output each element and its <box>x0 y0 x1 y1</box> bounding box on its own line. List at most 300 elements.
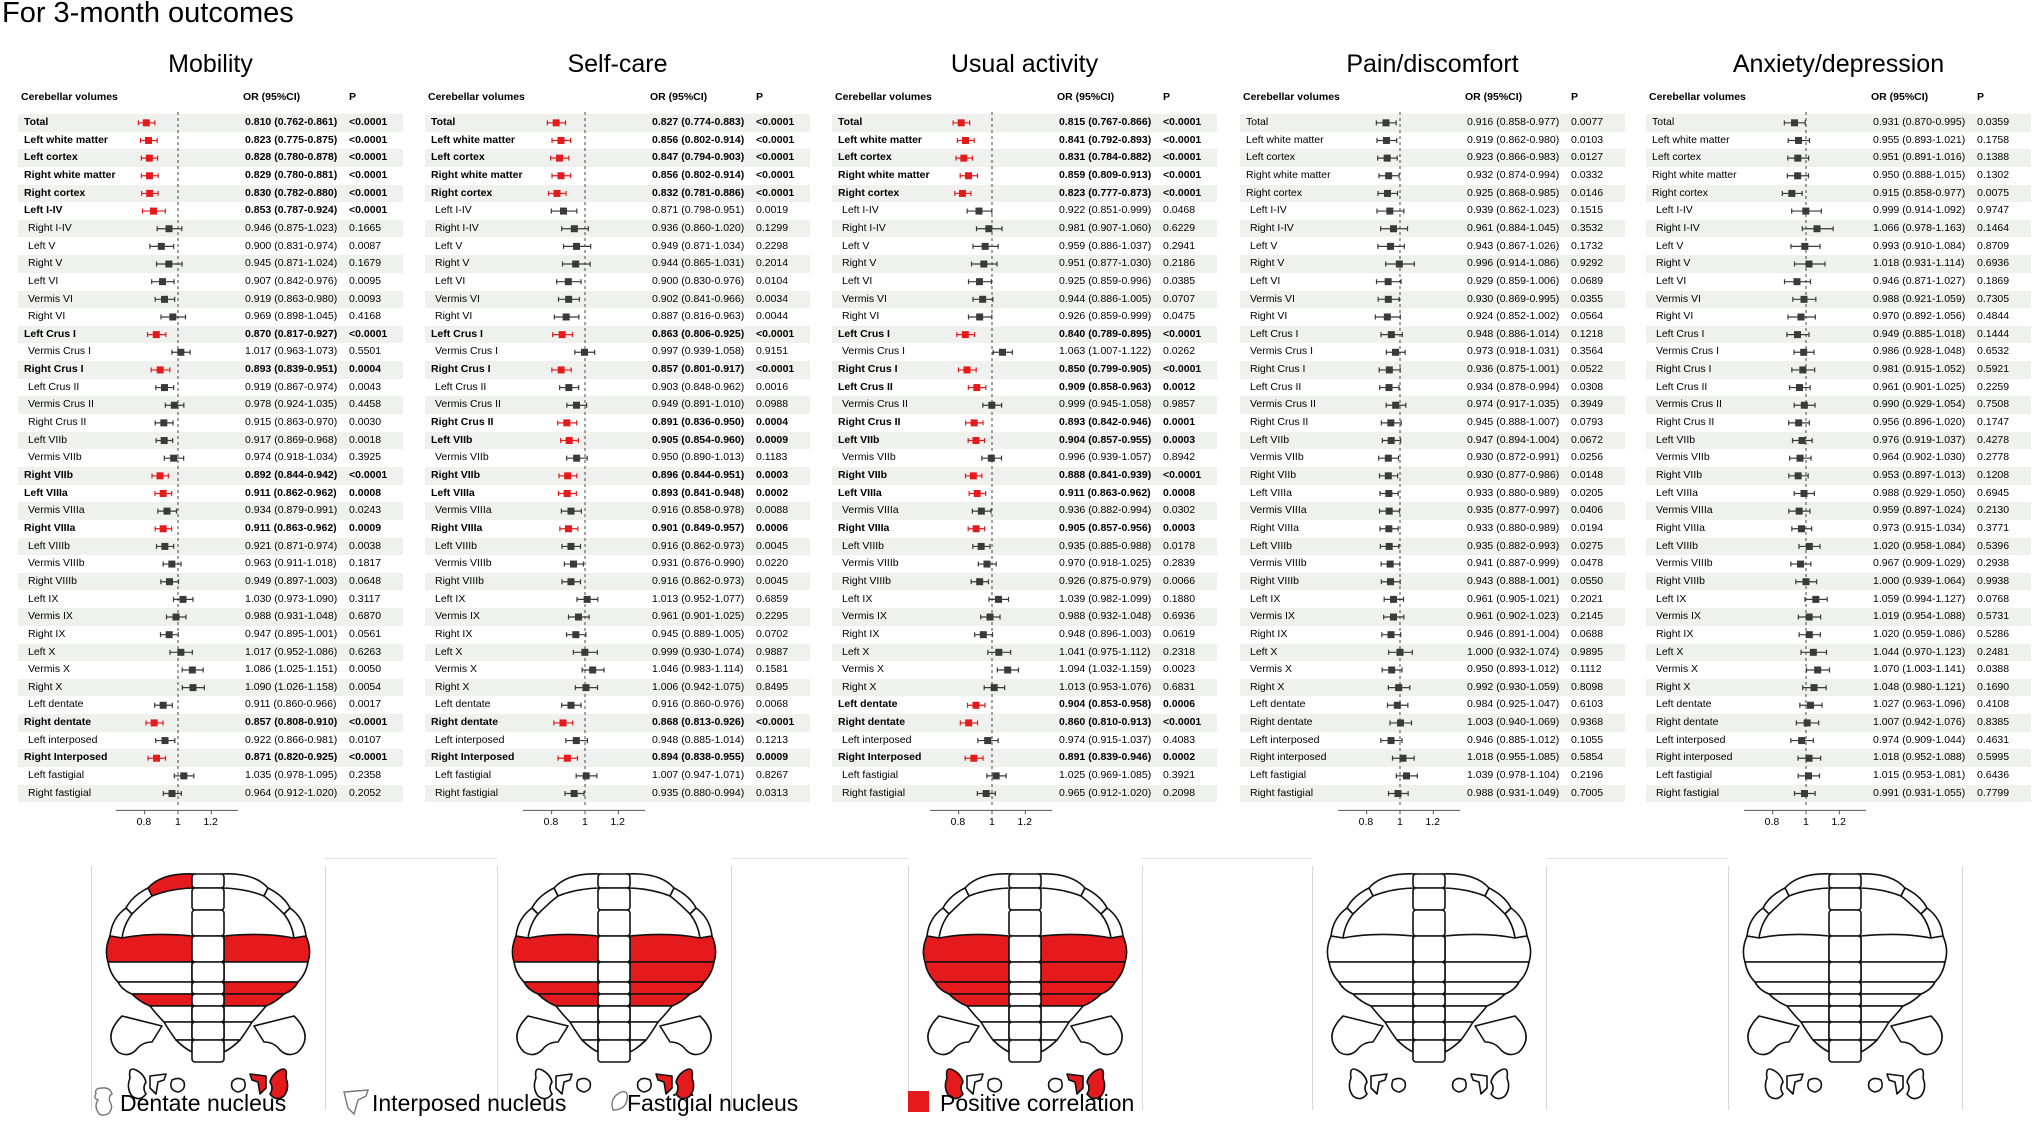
odds-ratio: 0.988 (0.931-1.049) <box>1467 786 1560 799</box>
odds-ratio: 0.981 (0.907-1.060) <box>1059 221 1152 234</box>
p-value: 0.1299 <box>756 221 789 234</box>
point-estimate <box>1796 384 1803 391</box>
point-estimate <box>158 243 165 250</box>
p-value: <0.0001 <box>756 186 795 199</box>
p-value: 0.1732 <box>1571 239 1604 252</box>
vermis-crus-ii <box>1829 962 1861 982</box>
row-label: Left Crus II <box>838 380 893 393</box>
row-label: Right dentate <box>1250 716 1313 729</box>
lobule-viiia-right <box>1445 994 1505 1006</box>
odds-ratio: 0.909 (0.858-0.963) <box>1059 380 1152 393</box>
point-estimate <box>1386 543 1393 550</box>
vermis-viib <box>192 982 224 994</box>
lobule-crus-i-right <box>224 934 310 962</box>
p-value: 0.0468 <box>1163 204 1196 217</box>
odds-ratio: 0.973 (0.918-1.031) <box>1467 345 1560 358</box>
lobule-vi-left <box>1331 908 1353 938</box>
point-estimate <box>1385 172 1392 179</box>
p-value: <0.0001 <box>756 168 795 181</box>
row-label: Total <box>24 116 49 128</box>
column-header-col3: P <box>1163 91 1171 103</box>
odds-ratio: 0.932 (0.874-0.994) <box>1467 168 1560 181</box>
point-estimate <box>1788 190 1795 197</box>
forest-plot <box>1240 46 1625 829</box>
p-value: 0.1112 <box>1571 663 1602 676</box>
point-estimate <box>565 278 572 285</box>
odds-ratio: 0.936 (0.875-1.001) <box>1467 363 1560 376</box>
point-estimate <box>572 261 579 268</box>
odds-ratio: 0.990 (0.929-1.054) <box>1873 398 1966 411</box>
odds-ratio: 0.900 (0.830-0.976) <box>652 274 745 287</box>
point-estimate <box>1795 137 1802 144</box>
point-estimate <box>1385 472 1392 479</box>
odds-ratio: 0.935 (0.877-0.997) <box>1467 504 1560 517</box>
odds-ratio: 0.944 (0.886-1.005) <box>1059 292 1152 305</box>
p-value: 0.9938 <box>1977 574 2010 587</box>
point-estimate <box>170 455 177 462</box>
axis-tick-label: 1.2 <box>203 816 218 829</box>
odds-ratio: 0.926 (0.875-0.979) <box>1059 574 1152 587</box>
row-label: Right Crus II <box>838 416 901 429</box>
cerebellum-map-mobility <box>91 866 326 1110</box>
point-estimate <box>960 155 967 162</box>
p-value: 0.0205 <box>1571 486 1604 499</box>
point-estimate <box>1383 119 1390 126</box>
odds-ratio: 0.896 (0.844-0.951) <box>652 469 745 481</box>
nucleus-interposed-left <box>1371 1074 1387 1094</box>
point-estimate <box>161 296 168 303</box>
lobule-crus-ii-right <box>1445 962 1529 982</box>
odds-ratio: 0.970 (0.918-1.025) <box>1059 557 1152 570</box>
row-label: Right fastigial <box>435 786 499 799</box>
axis-tick-label: 0.8 <box>543 816 559 829</box>
point-estimate <box>965 719 972 726</box>
axis-tick-label: 1.2 <box>1425 816 1440 829</box>
odds-ratio: 0.815 (0.767-0.866) <box>1059 116 1152 128</box>
cerebellum-map-self-care <box>497 866 732 1110</box>
point-estimate <box>959 190 966 197</box>
row-label: Vermis X <box>1656 663 1699 676</box>
flocculus-left <box>111 1016 162 1055</box>
odds-ratio: 0.996 (0.914-1.086) <box>1467 257 1560 270</box>
p-value: 0.2145 <box>1571 610 1604 623</box>
odds-ratio: 0.978 (0.924-1.035) <box>245 398 338 411</box>
row-label: Left VIIIa <box>1656 486 1699 499</box>
lobule-viiib-left <box>967 1006 1009 1022</box>
odds-ratio: 1.018 (0.931-1.114) <box>1873 257 1965 270</box>
point-estimate <box>571 225 578 232</box>
point-estimate <box>166 631 173 638</box>
point-estimate <box>564 472 571 479</box>
point-estimate <box>1804 719 1811 726</box>
lobule-viiib-right <box>1861 1006 1903 1022</box>
p-value: 0.1218 <box>1571 327 1604 340</box>
odds-ratio: 0.919 (0.863-0.980) <box>245 292 338 305</box>
p-value: 0.6263 <box>349 645 382 658</box>
p-value: 0.6936 <box>1977 257 2010 270</box>
row-label: Left IX <box>435 592 466 605</box>
row-label: Left Crus II <box>1656 380 1708 393</box>
point-estimate <box>1388 666 1395 673</box>
point-estimate <box>1805 772 1812 779</box>
odds-ratio: 0.974 (0.909-1.044) <box>1873 733 1966 746</box>
odds-ratio: 0.988 (0.929-1.050) <box>1873 486 1966 499</box>
point-estimate <box>976 313 983 320</box>
p-value: 0.1665 <box>349 221 382 234</box>
point-estimate <box>995 596 1002 603</box>
point-estimate <box>1806 631 1813 638</box>
row-label: Vermis IX <box>435 610 480 623</box>
nucleus-dentate-right <box>1491 1069 1509 1099</box>
cerebellum-map-usual-activity <box>908 866 1143 1110</box>
odds-ratio: 0.951 (0.891-1.016) <box>1873 151 1966 164</box>
point-estimate <box>1395 790 1402 797</box>
positive-legend <box>908 1084 1198 1120</box>
row-label: Right Crus II <box>1250 416 1309 429</box>
lobule-x-right <box>630 1040 646 1052</box>
p-value: 0.4108 <box>1977 698 2010 711</box>
p-value: 0.0044 <box>756 310 789 323</box>
odds-ratio: 0.911 (0.863-0.962) <box>245 521 337 534</box>
row-label: Right IX <box>1656 627 1694 640</box>
vermis-crus-i <box>1009 936 1041 962</box>
point-estimate <box>993 772 1000 779</box>
point-estimate <box>180 772 187 779</box>
odds-ratio: 0.963 (0.911-1.018) <box>245 557 337 570</box>
lobule-v-left <box>126 888 152 914</box>
point-estimate <box>970 472 977 479</box>
odds-ratio: 0.947 (0.894-1.004) <box>1467 433 1560 446</box>
forest-plot <box>1646 46 2031 829</box>
vermis-x <box>192 1040 224 1062</box>
odds-ratio: 0.857 (0.808-0.910) <box>245 716 338 729</box>
odds-ratio: 0.946 (0.885-1.012) <box>1467 733 1560 746</box>
point-estimate <box>1806 261 1813 268</box>
point-estimate <box>1385 455 1392 462</box>
odds-ratio: 0.911 (0.860-0.966) <box>245 698 337 711</box>
p-value: 0.0550 <box>1571 574 1604 587</box>
point-estimate <box>166 225 173 232</box>
lobule-i-iv-right <box>1037 874 1085 896</box>
p-value: 0.2295 <box>756 610 789 623</box>
row-label: Left VIIIb <box>28 539 71 552</box>
p-value: 0.9747 <box>1977 204 2010 217</box>
p-value: 0.0006 <box>1163 698 1196 711</box>
odds-ratio: 0.949 (0.891-1.010) <box>652 398 745 411</box>
p-value: 0.0017 <box>349 698 382 711</box>
odds-ratio: 1.070 (1.003-1.141) <box>1873 663 1966 676</box>
row-label: Left IX <box>842 592 873 605</box>
row-label: Right Crus II <box>28 416 87 429</box>
row-label: Left V <box>1250 239 1278 252</box>
odds-ratio: 1.035 (0.978-1.095) <box>245 769 338 782</box>
odds-ratio: 0.961 (0.905-1.021) <box>1467 592 1560 605</box>
nucleus-dentate-left <box>1349 1069 1367 1099</box>
axis-tick-label: 1 <box>175 816 181 829</box>
lobule-crus-i-right <box>1445 934 1531 962</box>
lobule-viib-left <box>1755 982 1829 994</box>
row-label: Right VI <box>1656 310 1694 323</box>
p-value: 0.3949 <box>1571 398 1604 411</box>
odds-ratio: 0.948 (0.896-1.003) <box>1059 627 1152 640</box>
lobule-viiia-right <box>1861 994 1921 1006</box>
odds-ratio: 0.951 (0.877-1.030) <box>1059 257 1152 270</box>
row-label: Vermis Crus II <box>1250 398 1316 411</box>
point-estimate <box>995 649 1002 656</box>
lobule-viiia-left <box>1769 994 1829 1006</box>
odds-ratio: 0.900 (0.831-0.974) <box>245 239 338 252</box>
lobule-viiia-right <box>1041 994 1101 1006</box>
odds-ratio: 0.926 (0.859-0.999) <box>1059 310 1152 323</box>
p-value: 0.0127 <box>1571 151 1604 164</box>
row-label: Left cortex <box>1246 151 1296 164</box>
point-estimate <box>1388 737 1395 744</box>
p-value: 0.3532 <box>1571 221 1604 234</box>
row-label: Vermis IX <box>1656 610 1701 623</box>
p-value: 0.0008 <box>349 486 382 499</box>
odds-ratio: 0.931 (0.876-0.990) <box>652 557 745 570</box>
odds-ratio: 0.991 (0.931-1.055) <box>1873 786 1966 799</box>
row-label: Right VI <box>435 310 473 323</box>
lobule-i-iv-left <box>965 874 1013 896</box>
lobule-v-right <box>1485 888 1511 914</box>
odds-ratio: 0.988 (0.932-1.048) <box>1059 610 1152 623</box>
row-label: Right white matter <box>1652 168 1737 181</box>
odds-ratio: 1.017 (0.963-1.073) <box>245 345 338 358</box>
p-value: 0.3925 <box>349 451 382 464</box>
nucleus-fastigial-left <box>1808 1078 1822 1092</box>
p-value: 0.0475 <box>1163 310 1196 323</box>
odds-ratio: 0.935 (0.882-0.993) <box>1467 539 1560 552</box>
lobule-viiia-left <box>538 994 598 1006</box>
lobule-x-left <box>993 1040 1009 1052</box>
p-value: 0.2298 <box>756 239 789 252</box>
column-header-col1: Cerebellar volumes <box>21 91 118 103</box>
row-label: Left interposed <box>842 733 912 746</box>
point-estimate <box>563 313 570 320</box>
vermis-ix <box>1413 1022 1445 1040</box>
row-label: Vermis X <box>28 663 71 676</box>
column-header-col3: P <box>349 91 357 103</box>
panel-title: Mobility <box>168 50 253 78</box>
p-value: 0.1869 <box>1977 274 2010 287</box>
lobule-crus-i-left <box>1327 934 1413 962</box>
point-estimate <box>146 155 153 162</box>
point-estimate <box>568 702 575 709</box>
odds-ratio: 1.039 (0.982-1.099) <box>1059 592 1152 605</box>
lobule-vi-right <box>284 908 306 938</box>
odds-ratio: 0.997 (0.939-1.058) <box>652 345 745 358</box>
lobule-i-iv-right <box>220 874 268 896</box>
row-label: Right cortex <box>431 186 493 199</box>
odds-ratio: 0.887 (0.816-0.963) <box>652 310 745 323</box>
interposed-legend-icon <box>340 1084 374 1120</box>
lobule-v-left <box>943 888 969 914</box>
row-label: Right VIIIb <box>1656 574 1706 587</box>
p-value: 0.0359 <box>1977 116 2010 128</box>
row-label: Vermis VIIb <box>435 451 489 464</box>
point-estimate <box>571 790 578 797</box>
p-value: 0.0332 <box>1571 168 1604 181</box>
vermis-ix <box>1829 1022 1861 1040</box>
lobule-v-right <box>1081 888 1107 914</box>
point-estimate <box>568 578 575 585</box>
lobule-viib-right <box>1861 982 1935 994</box>
odds-ratio: 0.892 (0.844-0.942) <box>245 469 338 481</box>
lobule-v-right <box>1901 888 1927 914</box>
point-estimate <box>554 190 561 197</box>
odds-ratio: 0.953 (0.897-1.013) <box>1873 469 1966 481</box>
point-estimate <box>1794 172 1801 179</box>
lobule-crus-ii-left <box>108 962 192 982</box>
p-value: 0.1690 <box>1977 680 2010 693</box>
column-header-col2: OR (95%CI) <box>1057 91 1115 103</box>
odds-ratio: 1.030 (0.973-1.090) <box>245 592 338 605</box>
p-value: 0.1464 <box>1977 221 2010 234</box>
odds-ratio: 0.857 (0.801-0.917) <box>652 363 745 376</box>
p-value: 0.0045 <box>756 539 789 552</box>
lobule-i-iv-right <box>1857 874 1905 896</box>
vermis-viiia <box>598 994 630 1006</box>
row-label: Left IX <box>1656 592 1687 605</box>
point-estimate <box>1794 278 1801 285</box>
odds-ratio: 0.976 (0.919-1.037) <box>1873 433 1966 446</box>
row-label: Left VI <box>435 274 466 287</box>
forest-panel-anxiety-depression <box>1646 46 2031 829</box>
axis-tick-label: 1 <box>1397 816 1403 829</box>
odds-ratio: 0.860 (0.810-0.913) <box>1059 716 1152 729</box>
row-label: Total <box>431 116 456 128</box>
point-estimate <box>572 631 579 638</box>
odds-ratio: 0.934 (0.878-0.994) <box>1467 380 1560 393</box>
row-label: Left Crus I <box>838 327 890 340</box>
lobule-vi-left <box>110 908 132 938</box>
p-value: 0.1213 <box>756 733 789 746</box>
p-value: 0.6859 <box>756 592 789 605</box>
row-label: Left V <box>1656 239 1684 252</box>
odds-ratio: 1.063 (1.007-1.122) <box>1059 345 1152 358</box>
p-value: 0.6870 <box>349 610 382 623</box>
lobule-ix-left <box>164 1022 192 1040</box>
point-estimate <box>564 490 571 497</box>
lobule-x-right <box>1445 1040 1461 1052</box>
row-label: Left interposed <box>1656 733 1726 746</box>
p-value: 0.0146 <box>1571 186 1604 199</box>
row-label: Right V <box>1250 257 1285 270</box>
lobule-viib-right <box>1445 982 1519 994</box>
row-label: Vermis IX <box>842 610 887 623</box>
p-value: 0.0313 <box>756 786 789 799</box>
point-estimate <box>558 366 565 373</box>
row-label: Left dentate <box>1250 698 1306 711</box>
vermis-ix <box>1009 1022 1041 1040</box>
point-estimate <box>979 296 986 303</box>
lobule-i-iv-left <box>554 874 602 896</box>
point-estimate <box>169 790 176 797</box>
row-label: Right X <box>1656 680 1691 693</box>
vermis-x <box>598 1040 630 1062</box>
p-value: 0.0004 <box>349 363 382 376</box>
row-label: Right Crus I <box>838 363 898 376</box>
odds-ratio: 1.044 (0.970-1.123) <box>1873 645 1966 658</box>
p-value: 0.0087 <box>349 239 382 252</box>
point-estimate <box>1798 737 1805 744</box>
nucleus-dentate-left <box>1765 1069 1783 1099</box>
vermis-v <box>1009 888 1041 910</box>
point-estimate <box>1387 419 1394 426</box>
odds-ratio: 0.916 (0.862-0.973) <box>652 539 745 552</box>
row-label: Left cortex <box>838 151 892 164</box>
row-label: Vermis VIIIa <box>1656 504 1713 517</box>
odds-ratio: 0.946 (0.871-1.027) <box>1873 274 1966 287</box>
row-label: Left V <box>28 239 56 252</box>
p-value: 0.6532 <box>1977 345 2010 358</box>
p-value: 0.3771 <box>1977 521 2010 534</box>
odds-ratio: 0.919 (0.862-0.980) <box>1467 133 1560 146</box>
p-value: <0.0001 <box>349 151 388 164</box>
point-estimate <box>1803 578 1810 585</box>
axis-tick-label: 1 <box>582 816 588 829</box>
point-estimate <box>1802 208 1809 215</box>
row-label: Vermis Crus I <box>1250 345 1314 358</box>
odds-ratio: 0.915 (0.858-0.977) <box>1873 186 1966 199</box>
p-value: <0.0001 <box>349 716 388 729</box>
lobule-viiia-left <box>132 994 192 1006</box>
vermis-vi <box>1829 910 1861 936</box>
row-label: Left interposed <box>1250 733 1320 746</box>
point-estimate <box>161 437 168 444</box>
vermis-crus-i <box>598 936 630 962</box>
p-value: <0.0001 <box>1163 469 1202 481</box>
row-label: Vermis IX <box>28 610 73 623</box>
p-value: 0.6436 <box>1977 769 2010 782</box>
fastigial-legend-label: Fastigial nucleus <box>627 1090 799 1116</box>
point-estimate <box>1801 490 1808 497</box>
vermis-crus-i <box>192 936 224 962</box>
row-label: Right IX <box>842 627 880 640</box>
row-label: Vermis Crus I <box>435 345 499 358</box>
row-label: Left I-IV <box>1656 204 1693 217</box>
row-label: Right fastigial <box>1656 786 1720 799</box>
p-value: 0.2839 <box>1163 557 1196 570</box>
point-estimate <box>988 402 995 409</box>
odds-ratio: 0.931 (0.870-0.995) <box>1873 116 1966 128</box>
point-estimate <box>161 543 168 550</box>
row-label: Vermis Crus I <box>842 345 906 358</box>
forest-panel-self-care <box>425 46 810 829</box>
row-label: Left white matter <box>838 133 923 146</box>
odds-ratio: 0.916 (0.860-0.976) <box>652 698 745 711</box>
lobule-x-left <box>582 1040 598 1052</box>
p-value: <0.0001 <box>1163 151 1202 164</box>
odds-ratio: 0.850 (0.799-0.905) <box>1059 363 1152 376</box>
odds-ratio: 1.007 (0.942-1.076) <box>1873 716 1966 729</box>
odds-ratio: 0.964 (0.902-1.030) <box>1873 451 1966 464</box>
p-value: 0.0018 <box>349 433 382 446</box>
row-label: Right fastigial <box>28 786 92 799</box>
row-label: Left fastigial <box>1656 769 1713 782</box>
odds-ratio: 1.015 (0.953-1.081) <box>1873 769 1966 782</box>
row-label: Vermis VIIIa <box>842 504 899 517</box>
row-label: Right VI <box>842 310 880 323</box>
point-estimate <box>1385 490 1392 497</box>
point-estimate <box>1385 278 1392 285</box>
row-label: Left cortex <box>1652 151 1702 164</box>
odds-ratio: 0.925 (0.859-0.996) <box>1059 274 1152 287</box>
row-label: Vermis VI <box>435 292 480 305</box>
odds-ratio: 0.946 (0.875-1.023) <box>245 221 338 234</box>
point-estimate <box>1392 402 1399 409</box>
